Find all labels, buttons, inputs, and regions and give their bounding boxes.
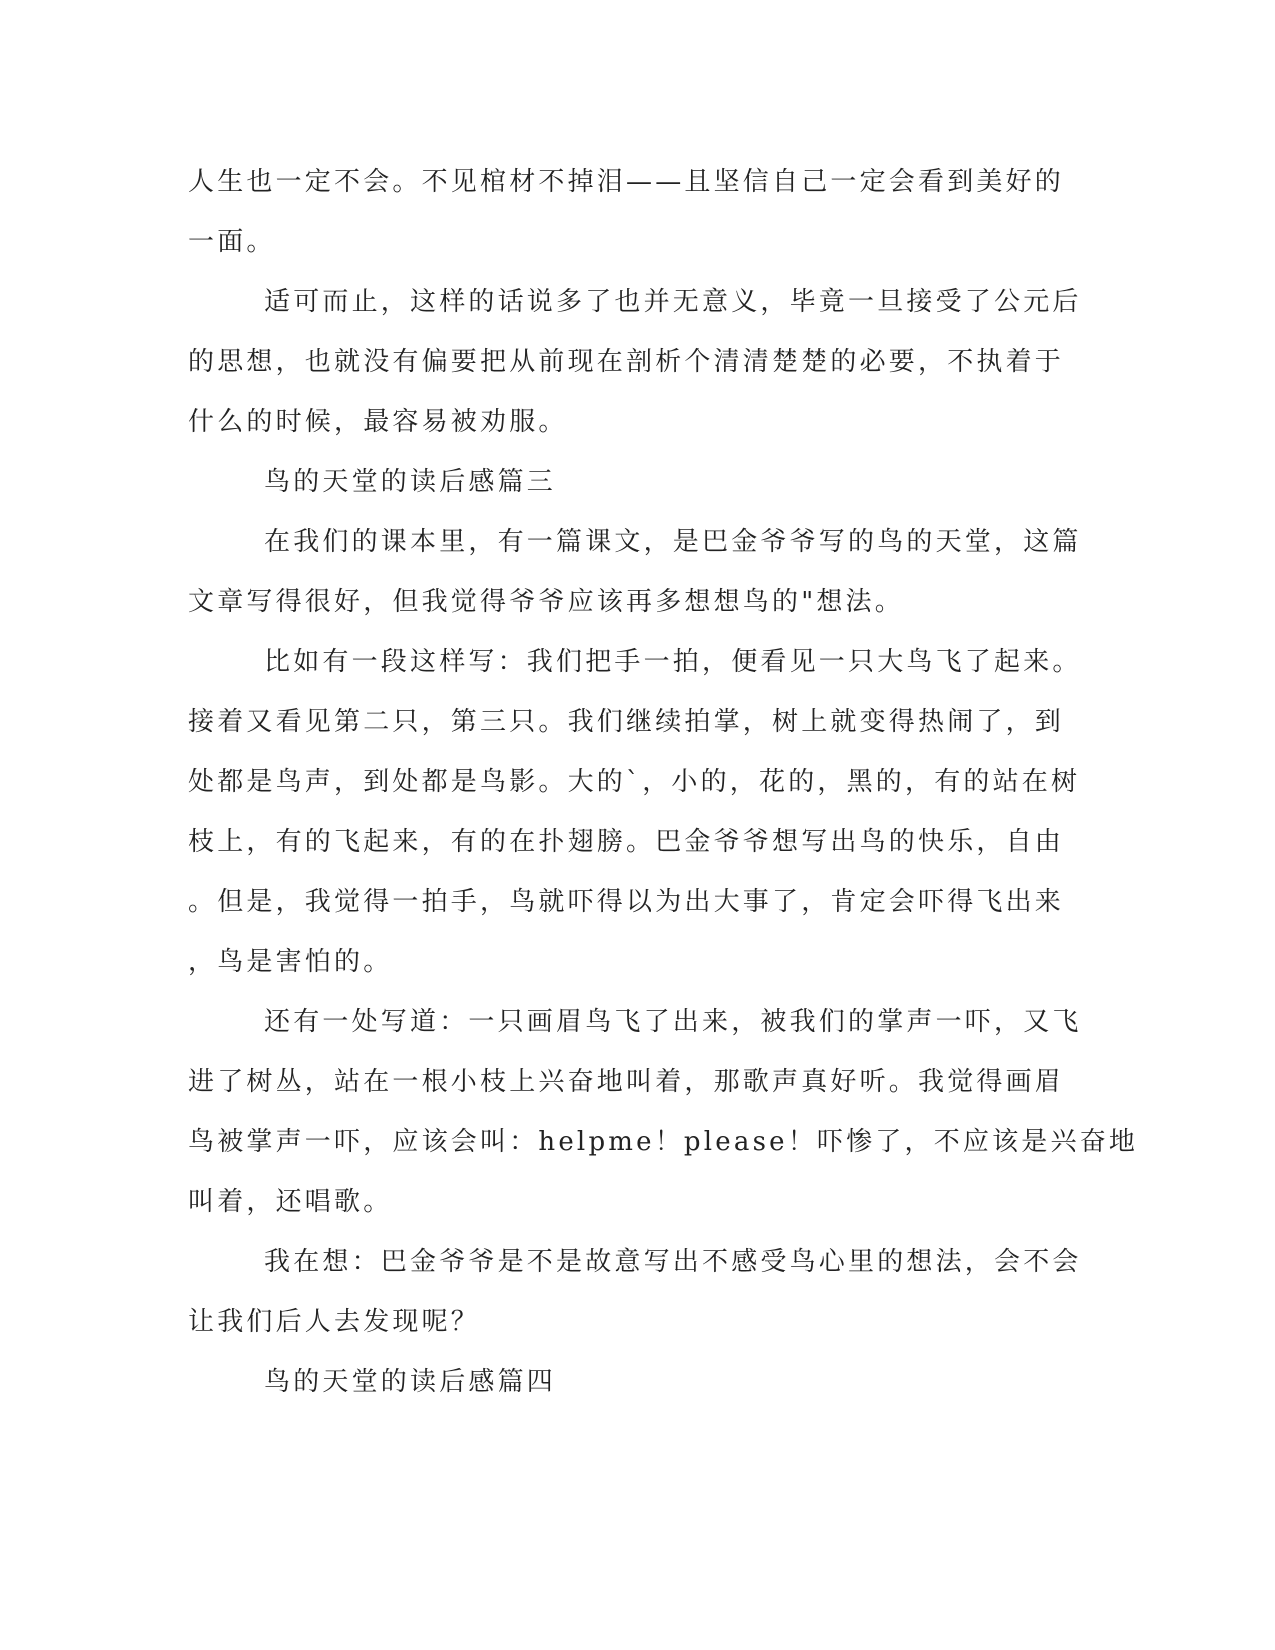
text-line: 比如有一段这样写：我们把手一拍，便看见一只大鸟飞了起来。 <box>264 647 1082 677</box>
text-line: 什么的时候，最容易被劝服。 <box>188 407 568 437</box>
text-line: 还有一处写道：一只画眉鸟飞了出来，被我们的掌声一吓，又飞 <box>264 1007 1082 1037</box>
text-line: 文章写得很好，但我觉得爷爷应该再多想想鸟的"想法。 <box>188 587 904 617</box>
text-line: 进了树丛，站在一根小枝上兴奋地叫着，那歌声真好听。我觉得画眉 <box>188 1067 1065 1097</box>
text-line: 一面。 <box>188 227 276 257</box>
document-body <box>188 162 1139 1422</box>
text-line: 枝上，有的飞起来，有的在扑翅膀。巴金爷爷想写出鸟的快乐，自由 <box>188 827 1065 857</box>
text-line: 人生也一定不会。不见棺材不掉泪——且坚信自己一定会看到美好的 <box>188 167 1065 197</box>
text-line: 在我们的课本里，有一篇课文，是巴金爷爷写的鸟的天堂，这篇 <box>264 527 1082 557</box>
text-line: 我在想：巴金爷爷是不是故意写出不感受鸟心里的想法，会不会 <box>264 1247 1082 1277</box>
text-line: 适可而止，这样的话说多了也并无意义，毕竟一旦接受了公元后 <box>264 287 1082 317</box>
text-line: 接着又看见第二只，第三只。我们继续拍掌，树上就变得热闹了，到 <box>188 707 1065 737</box>
text-line: 。但是，我觉得一拍手，鸟就吓得以为出大事了，肯定会吓得飞出来 <box>188 887 1065 917</box>
text-line: 叫着，还唱歌。 <box>188 1187 393 1217</box>
section-heading: 鸟的天堂的读后感篇四 <box>264 1367 557 1397</box>
text-line: 处都是鸟声，到处都是鸟影。大的`，小的，花的，黑的，有的站在树 <box>188 767 1081 797</box>
section-heading: 鸟的天堂的读后感篇三 <box>264 467 557 497</box>
text-line: 的思想，也就没有偏要把从前现在剖析个清清楚楚的必要，不执着于 <box>188 347 1065 377</box>
text-line: 鸟被掌声一吓，应该会叫：helpme！please！吓惨了，不应该是兴奋地 <box>188 1127 1139 1157</box>
text-line: ，鸟是害怕的。 <box>188 947 393 977</box>
text-line: 让我们后人去发现呢？ <box>188 1307 481 1337</box>
